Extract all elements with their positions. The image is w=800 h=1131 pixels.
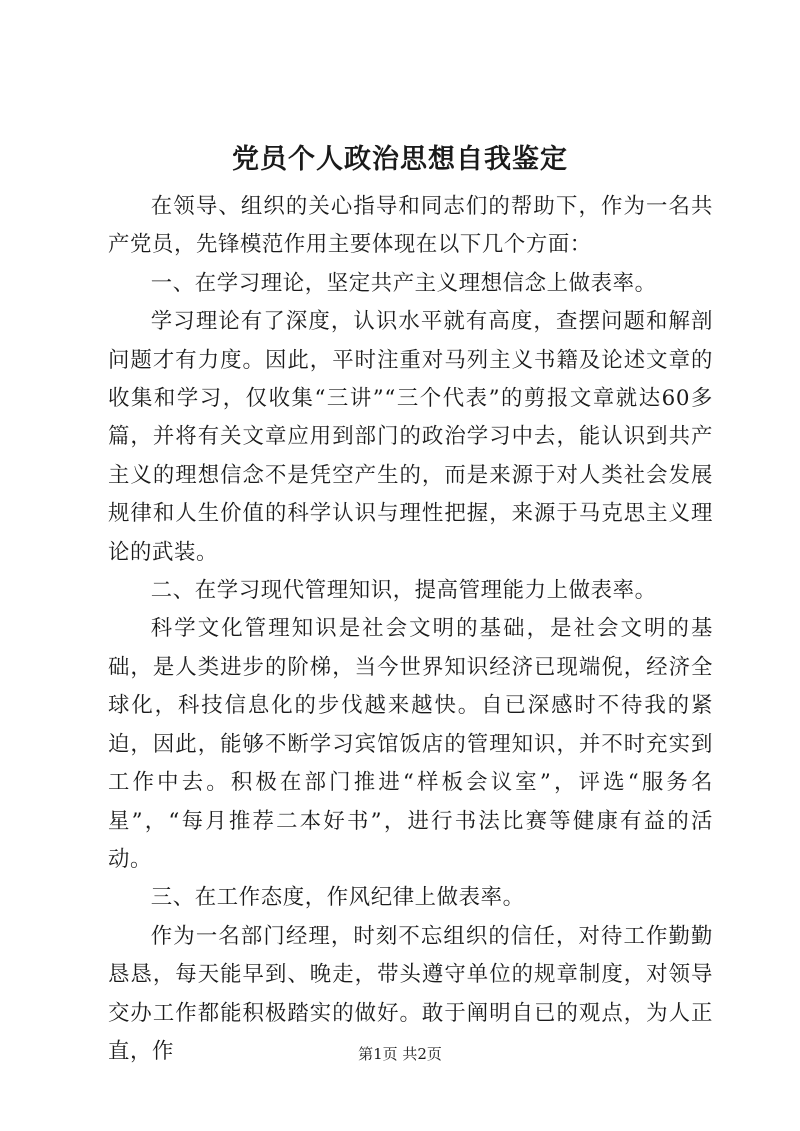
section-heading-3: 三、在工作态度，作风纪律上做表率。 bbox=[150, 885, 525, 911]
document-title: 党员个人政治思想自我鉴定 bbox=[232, 144, 568, 175]
paragraph-intro: 在领导、组织的关心指导和同志们的帮助下，作为一名共产党员，先锋模范作用主要体现在以下几个方面： bbox=[108, 194, 713, 258]
paragraph-section-3: 作为一名部门经理，时刻不忘组织的信任，对待工作勤勤恳恳，每天能早到、晚走，带头遵守单位的规章制度，对领导交办工作都能积极踏实的做好。敢于阐明自已的观点，为人正直，作 bbox=[108, 923, 713, 1064]
paragraph-section-2: 科学文化管理知识是社会文明的基础，是社会文明的基础，是人类进步的阶梯，当今世界知识经济已现端倪，经济全球化，科技信息化的步伐越来越快。自已深感时不待我的紧迫，因此，能够不断学习宾馆饭店的管理知识，并不时充实到工作中去。积极在部门推进“样板会议室”，评选“服务名星”，“每月推荐二本好书”，进行书法比赛等健康有益的活动。 bbox=[108, 616, 713, 872]
paragraph-section-1: 学习理论有了深度，认识水平就有高度，查摆问题和解剖问题才有力度。因此，平时注重对马列主义书籍及论述文章的收集和学习，仅收集“三讲”“三个代表”的剪报文章就达60多篇，并将有关文章应用到部门的政治学习中去，能认识到共产主义的理想信念不是凭空产生的，而是来源于对人类社会发展规律和人生价值的科学认识与理性把握，来源于马克思主义理论的武装。 bbox=[108, 309, 713, 565]
section-heading-1: 一、在学习理论，坚定共产主义理想信念上做表率。 bbox=[150, 270, 657, 296]
page-number-footer: 第1页 共2页 bbox=[358, 1045, 442, 1063]
document-body bbox=[108, 188, 713, 1071]
section-heading-2: 二、在学习现代管理知识，提高管理能力上做表率。 bbox=[150, 578, 657, 604]
